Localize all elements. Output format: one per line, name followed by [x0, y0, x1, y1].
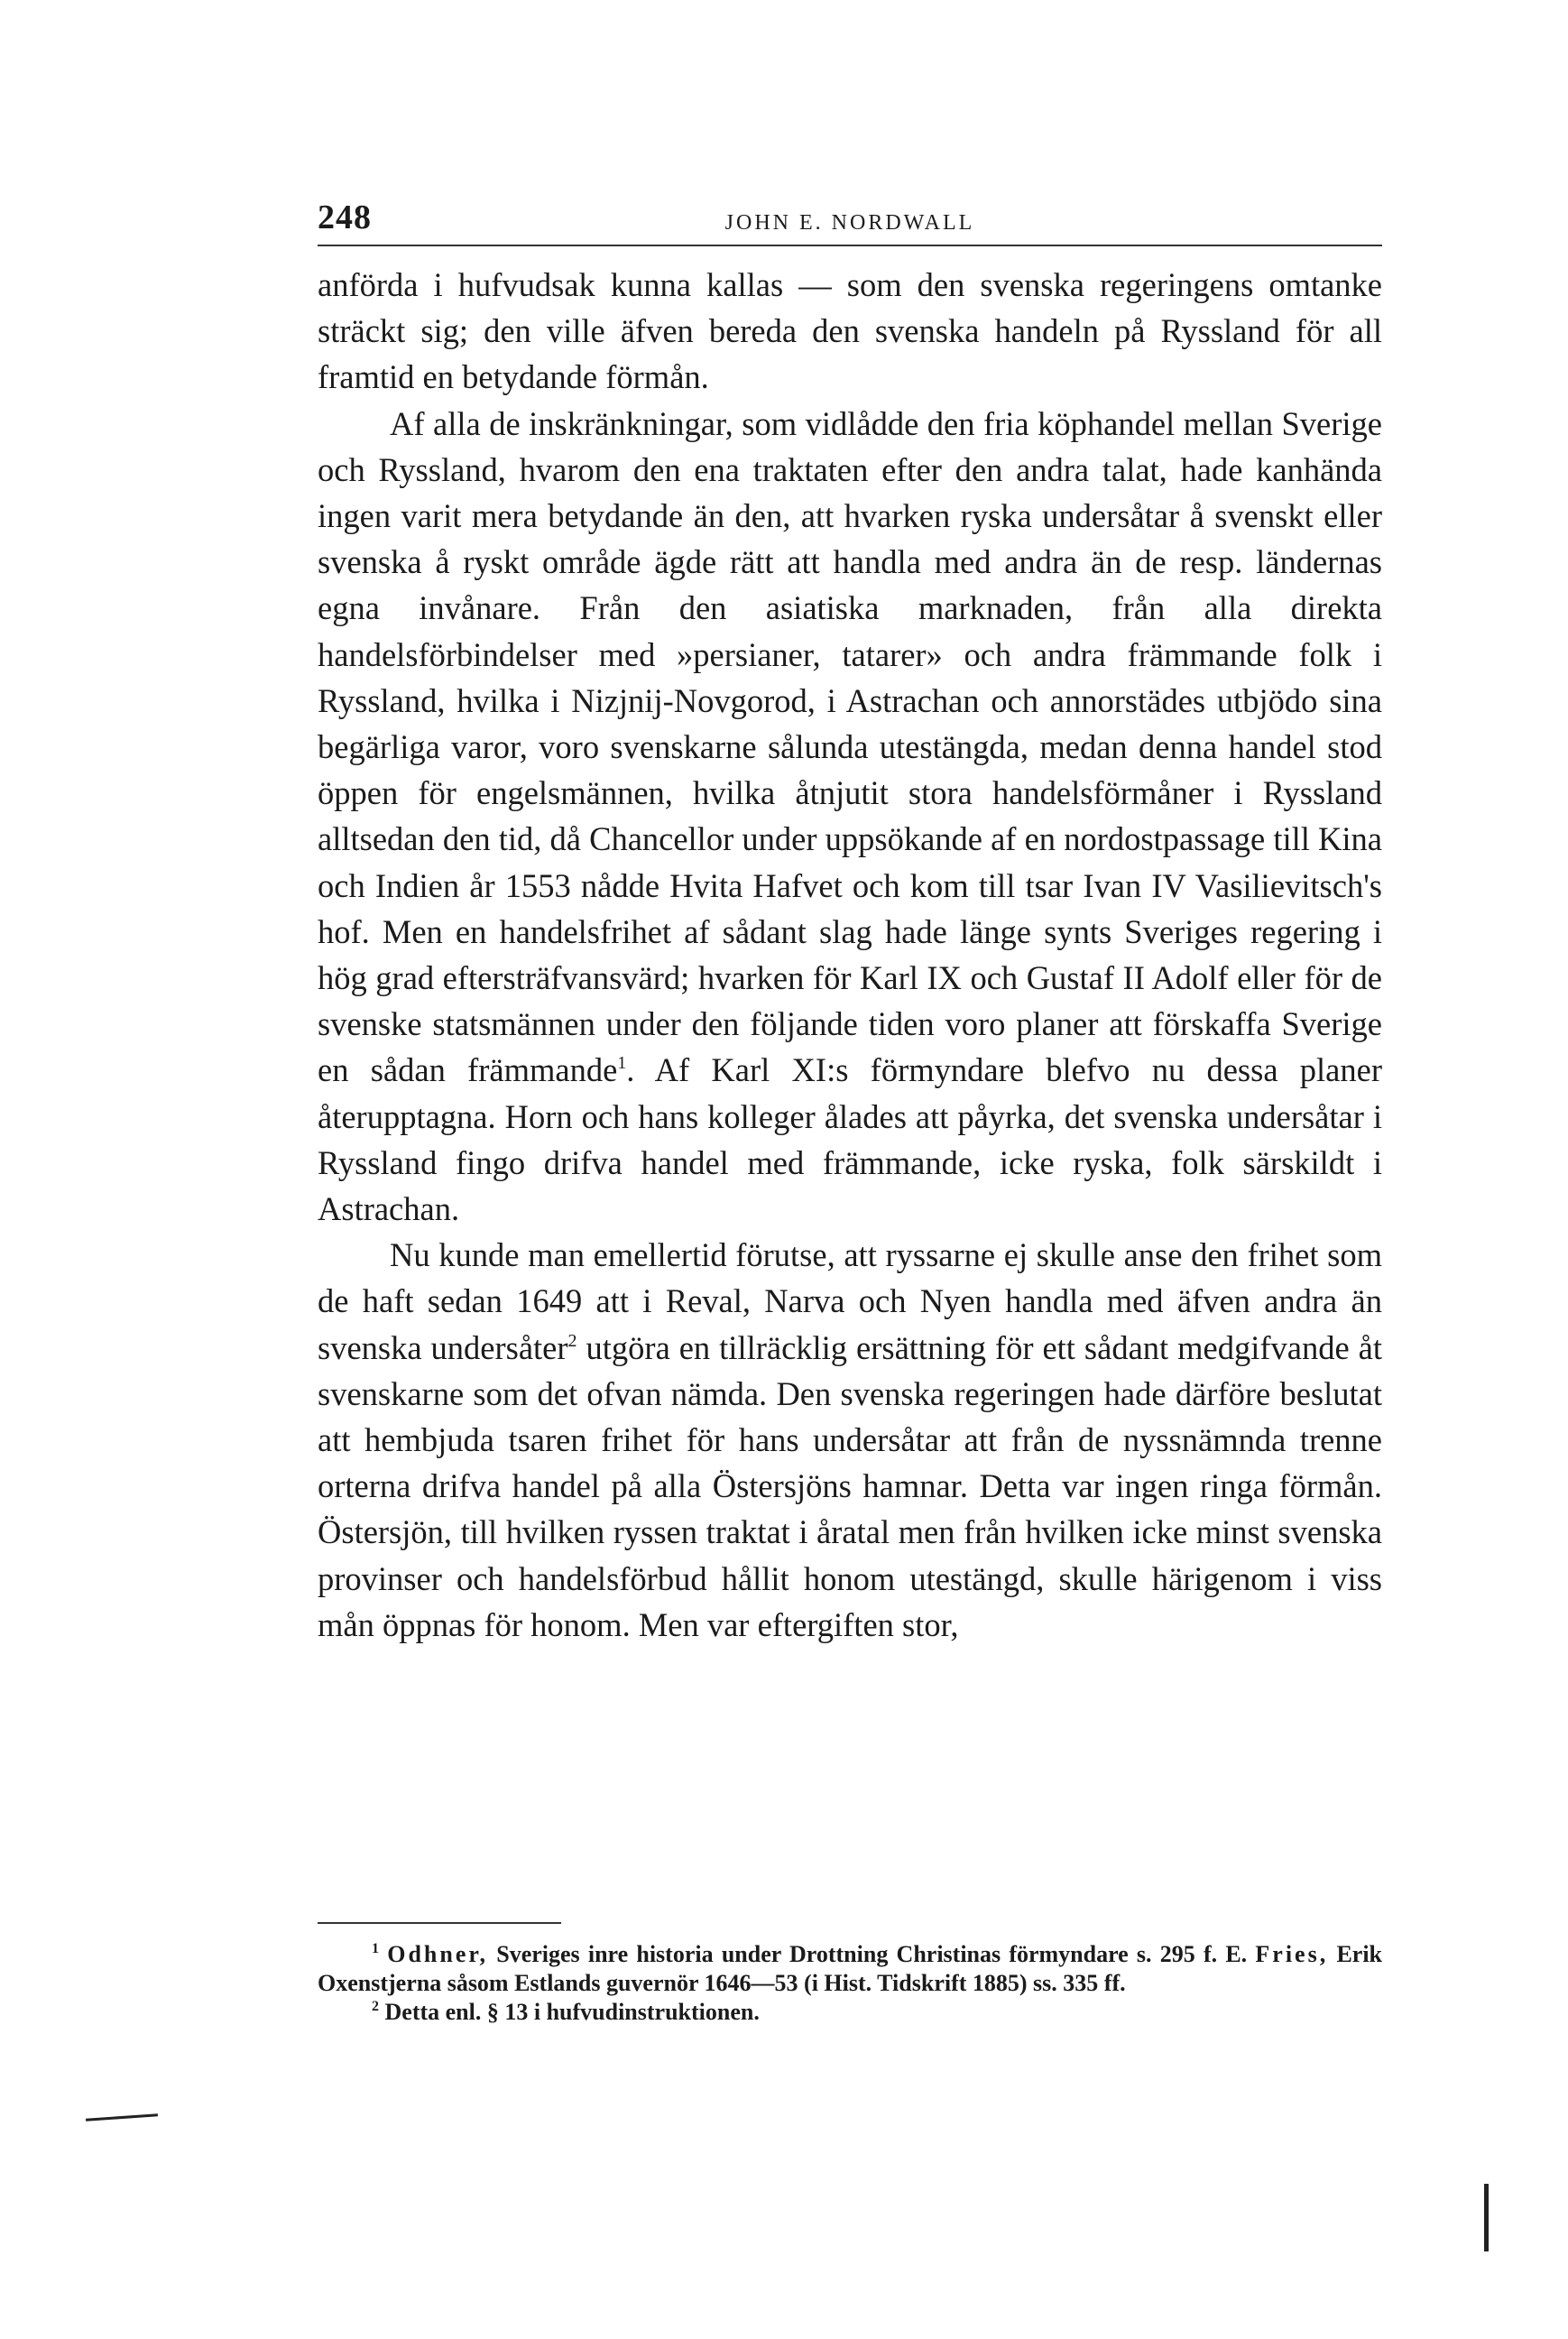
footnote-ref-1: 1: [617, 1053, 627, 1074]
paragraph-1-text: anförda i hufvudsak kunna kallas — som den svenska regeringens omtanke sträckt sig; den ville äfven bereda den svenska handeln på Ryssland för all framtid en betydande förmån.: [318, 266, 1382, 396]
page-number: 248: [318, 199, 372, 236]
paragraph-3: [318, 1232, 1382, 1648]
paragraph-2: [318, 401, 1382, 1233]
scan-artifact-bar: [1484, 2184, 1489, 2251]
paragraph-3-text-b: utgöra en tillräcklig ersättning för ett sådant medgifvande åt svenskarne som det ofvan nämda. Den svenska regeringen hade därföre beslutat att hembjuda tsaren frihet för hans undersåtar att från de nyssnämnda trenne orterna drifva handel på alla Östersjöns hamnar. Detta var ingen ringa förmån. Östersjön, till hvilken ryssen traktat i åratal men från hvilken icke minst svenska provinser och handelsförbud hållit honom utestängd, skulle härigenom i viss mån öppnas för honom. Men var eftergiften stor,: [318, 1328, 1382, 1643]
scan-artifact-mark: [86, 2113, 158, 2122]
footnote-2: [318, 1998, 1382, 2027]
running-head: JOHN E. NORDWALL: [724, 211, 975, 235]
body-text: [318, 262, 1382, 1648]
footnote-ref-2: 2: [567, 1330, 577, 1351]
footnote-1: [318, 1940, 1382, 1998]
paragraph-2-text-a: Af alla de inskränkningar, som vidlådde den fria köphandel mellan Sverige och Ryssland, hvarom den ena traktaten efter den andra talat, hade kanhända ingen varit mera betydande än den, att hvarken ryska undersåtar å svenskt eller svenska å ryskt område ägde rätt att handla med andra än de resp. ländernas egna invånare. Från den asiatiska marknaden, från alla direkta handelsförbindelser med »persianer, tatarer» och andra främmande folk i Ryssland, hvilka i Nizjnij-Novgorod, i Astrachan och annorstädes utbjödo sina begärliga varor, voro svenskarne sålunda utestängda, medan denna handel stod öppen för engelsmännen, hvilka åtnjutit stora handelsförmåner i Ryssland alltsedan den tid, då Chancellor under uppsökande af en nordostpassage till Kina och Indien år 1553 nådde Hvita Hafvet och kom till tsar Ivan IV Vasilievitsch's hof. Men en handelsfrihet af sådant slag hade länge synts Sveriges regering i hög grad eftersträfvansvärd; hvarken för Karl IX och Gustaf II Adolf eller för de svenske statsmännen under den följande tiden voro planer att förskaffa Sverige en sådan främmande: [318, 404, 1382, 1089]
footnote-1-marker: 1: [372, 1941, 379, 1956]
footnote-1-author-2: Fries,: [1255, 1941, 1329, 1967]
footnotes: [318, 1940, 1382, 2027]
paragraph-continuation: [318, 262, 1382, 401]
footnote-1-author: Odhner,: [387, 1941, 489, 1967]
footnote-2-text: Detta enl. § 13 i hufvudinstruktionen.: [384, 1999, 760, 2025]
paragraph-2-text-b: . Af Karl XI:s förmyndare blefvo nu dessa planer återupptagna. Horn och hans kolleger ålades att påyrka, det svenska undersåtar i Ryssland fingo drifva handel med främmande, icke ryska, folk särskildt i Astrachan.: [318, 1051, 1382, 1228]
footnote-divider: [318, 1922, 561, 1924]
paragraph-3-text-a: Nu kunde man emellertid förutse, att ryssarne ej skulle anse den frihet som de haft sedan 1649 att i Reval, Narva och Nyen handla med äfven andra än svenska undersåter: [318, 1236, 1382, 1366]
footnote-2-marker: 2: [372, 1999, 379, 2014]
page-header: [318, 194, 1382, 246]
footnote-1-text-b: Erik Oxenstjerna såsom Estlands guvernör 1646—53 (i Hist. Tidskrift 1885) ss. 335 ff.: [318, 1941, 1383, 1996]
footnote-1-text-a: Sveriges inre historia under Drottning Christinas förmyndare s. 295 f. E.: [496, 1941, 1248, 1967]
